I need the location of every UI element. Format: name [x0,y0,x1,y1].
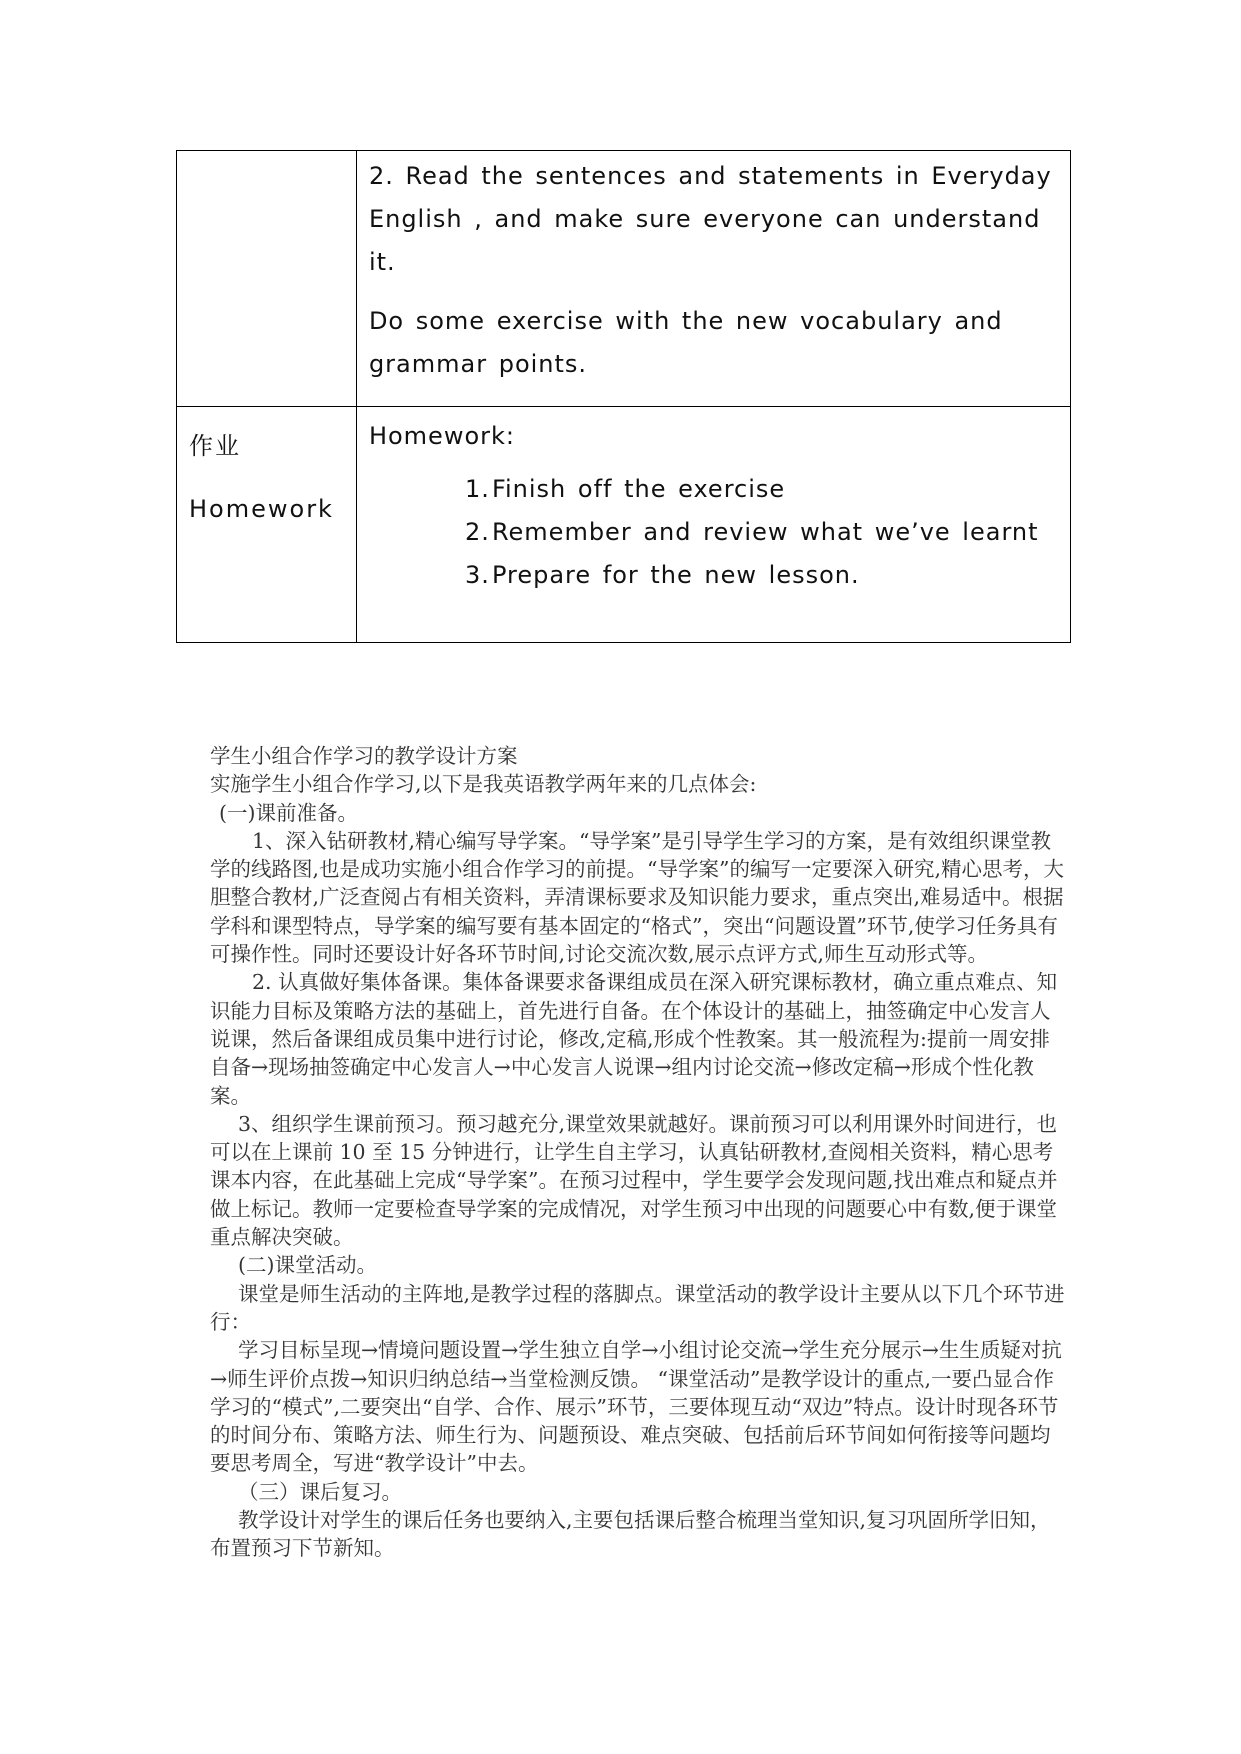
list-item-number: 3. [464,561,490,589]
table-cell-activity [356,151,1070,407]
list-item [369,554,1056,597]
table-cell-empty [177,151,357,407]
list-item-text: Prepare for the new lesson. [491,561,860,589]
homework-label-en: Homework [189,495,334,523]
table-cell-homework-label [177,407,357,643]
paragraph: 3、组织学生课前预习。预习越充分,课堂效果就越好。课前预习可以利用课外时间进行，也可以在上课前 10 至 15 分钟进行，让学生自主学习，认真钻研教材,查阅相关资料，精心思考课本内容，在此基础上完成“导学案”。在预习过程中，学生要学会发现问题,找出难点和疑点并做上标记。教师一定要检查导学案的完成情况，对学生预习中出现的问题要心中有数,便于课堂重点解决突破。 [210,1111,1058,1250]
table-row [177,407,1071,643]
section-heading: （三）课后复习。 [238,1479,402,1504]
paragraph: 课堂是师生活动的主阵地,是教学过程的落脚点。课堂活动的教学设计主要从以下几个环节进行： [210,1281,1065,1334]
paragraph: 2. 认真做好集体备课。集体备课要求备课组成员在深入研究课标教材，确立重点难点、知识能力目标及策略方法的基础上，首先进行自备。在个体设计的基础上，抽签确定中心发言人说课，然后备课组成员集中进行讨论，修改,定稿,形成个性教案。其一般流程为:提前一周安排自备→现场抽签确定中心发言人→中心发言人说课→组内讨论交流→修改定稿→形成个性化教案。 [210,970,1058,1108]
paragraph: 1、深入钻研教材,精心编写导学案。“导学案”是引导学生学习的方案，是有效组织课堂教学的线路图,也是成功实施小组合作学习的前提。“导学案”的编写一定要深入研究,精心思考，大胆整合教材,广泛查阅占有相关资料，弄清课标要求及知识能力要求，重点突出,难易适中。根据学科和课型特点，导学案的编写要有基本固定的“格式”，突出“问题设置”环节,使学习任务具有可操作性。同时还要设计好各环节时间,讨论交流次数,展示点评方式,师生互动形式等。 [210,828,1064,967]
section-heading: (一)课前准备。 [219,800,358,825]
homework-list [369,468,1056,597]
homework-label-cn: 作业 [189,432,241,460]
homework-title: Homework: [368,422,515,450]
lesson-plan-table [176,150,1071,643]
paragraph: 学习目标呈现→情境问题设置→学生独立自学→小组讨论交流→学生充分展示→生生质疑对抗→师生评价点拨→知识归纳总结→当堂检测反馈。 “课堂活动”是教学设计的重点,一要凸显合作学习的“模式”,二要突出“自学、合作、展示”环节，三要体现互动“双边”特点。设计时现各环节的时间分布、策略方法、师生行为、问题预设、难点突破、包括前后环节间如何衔接等问题均要思考周全，写进“教学设计”中去。 [210,1338,1062,1476]
paragraph: 教学设计对学生的课后任务也要纳入,主要包括课后整合梳理当堂知识,复习巩固所学旧知，布置预习下节新知。 [210,1508,1051,1561]
list-item-text: Remember and review what we’ve learnt [491,518,1039,546]
list-item-text: Finish off the exercise [491,475,786,503]
list-item-number: 2. [464,518,490,546]
list-item-number: 1. [464,475,490,503]
article-intro: 实施学生小组合作学习,以下是我英语教学两年来的几点体会: [210,772,757,797]
article-title: 学生小组合作学习的教学设计方案 [210,744,518,768]
article-body [210,742,1070,1563]
list-item [369,511,1056,554]
section-heading: (二)课堂活动。 [238,1253,377,1278]
activity-exercise-text: Do some exercise with the new vocabulary and grammar points. [368,307,1003,378]
activity-step-text: 2. Read the sentences and statements in Everyday English , and make sure everyone can understand it. [368,162,1052,276]
table-row [177,151,1071,407]
list-item [369,468,1056,511]
table-cell-homework [356,407,1070,643]
